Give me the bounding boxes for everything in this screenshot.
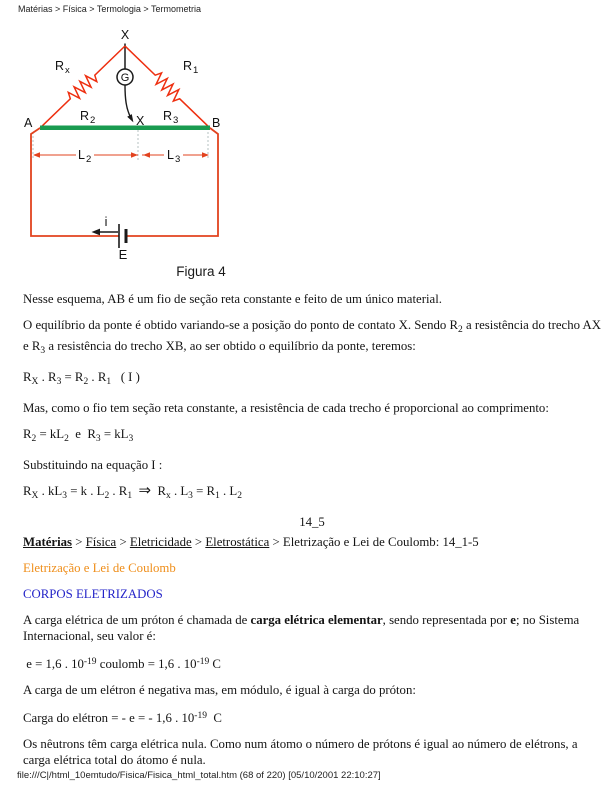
text-segment: 1 (127, 491, 133, 501)
text-segment: 3 (62, 491, 67, 501)
current-arrow (92, 229, 119, 236)
r1-label-sub: 1 (193, 65, 199, 76)
top-node-label: X (120, 28, 130, 42)
text-segment: 3 (128, 434, 134, 444)
r2-label: R (80, 109, 90, 123)
text-segment: CORPOS ELETRIZADOS (23, 587, 163, 601)
text-segment: R (23, 484, 32, 498)
print-header-breadcrumb: Matérias > Física > Termologia > Termometria (18, 4, 201, 14)
text-segment: 1 (106, 377, 112, 387)
text-segment: 2 (83, 377, 89, 387)
rx-label-sub: x (65, 65, 70, 76)
text-segment: ( I ) (111, 370, 140, 384)
text-segment: e (510, 613, 516, 627)
text-segment: = R (61, 370, 84, 384)
l3-label: L (167, 148, 174, 162)
text-segment: R (23, 427, 32, 441)
text-segment: coulomb = 1,6 . 10 (96, 657, 197, 671)
dimension-l2-arrow-left (33, 152, 40, 157)
equation-elementar (23, 654, 601, 672)
rx-label: R (55, 59, 65, 73)
text-segment: 1 (215, 491, 220, 501)
text-segment: = kL (100, 427, 129, 441)
battery-icon (119, 224, 126, 248)
dimension-l3 (142, 148, 209, 165)
text-segment: X (31, 377, 39, 387)
text-segment: 3 (56, 377, 62, 387)
text-segment: Substituindo na equação I : (23, 458, 163, 472)
text-segment: . L (170, 484, 189, 498)
node-a-label: A (24, 116, 33, 130)
text-segment: = R (192, 484, 216, 498)
r1-label: R (183, 59, 193, 73)
para-eletron (23, 682, 601, 698)
dimension-l2-arrow-right (131, 152, 138, 157)
battery-label: E (118, 247, 128, 262)
r3-label-sub: 3 (173, 115, 179, 126)
figure-caption: Figura 4 (176, 264, 226, 279)
text-segment: -19 (194, 711, 207, 721)
text-segment: . R (109, 484, 128, 498)
text-segment: Os nêutrons têm carga elétrica nula. Como num átomo o número de prótons é igual ao número de elétrons, a carga elétrica total do átomo é nula. (23, 737, 578, 767)
text-segment: > (191, 535, 206, 549)
para-fio (23, 291, 601, 307)
slide-wire-bar (40, 126, 210, 131)
text-segment: e = 1,6 . 10 (23, 657, 84, 671)
content-blocks (23, 291, 601, 768)
para-proporcional (23, 400, 601, 416)
text-segment: R (151, 484, 166, 498)
text-segment: > (116, 535, 130, 549)
link-eletrostatica[interactable]: Eletrostática (205, 535, 270, 549)
current-label: i (104, 215, 108, 229)
equation-result (23, 483, 601, 504)
text-segment: , sendo representada por (382, 613, 511, 627)
text-segment: C (206, 711, 222, 725)
text-segment: 14_5 (299, 515, 325, 529)
text-segment: . L (219, 484, 238, 498)
wheatstone-bridge-diagram (18, 26, 248, 266)
page-marker (23, 514, 601, 530)
para-neutrons (23, 736, 601, 768)
print-footer: file:///C|/html_10emtudo/Fisica/Fisica_html_total.htm (68 of 220) [05/10/2001 22:10:27] (17, 770, 381, 781)
text-segment: 2 (31, 434, 37, 444)
text-segment: 3 (95, 434, 101, 444)
node-b-label: B (212, 116, 221, 130)
text-segment: a resistência do trecho XB, ao ser obtido o equilíbrio da ponte, teremos: (45, 339, 416, 353)
r2-label-sub: 2 (90, 115, 96, 126)
text-segment: C (209, 657, 221, 671)
dimension-l2 (33, 148, 138, 165)
l2-label-sub: 2 (86, 154, 92, 165)
galvanometer-label: G (120, 72, 130, 84)
text-segment: X (31, 491, 39, 501)
text-segment: = k . L (67, 484, 105, 498)
text-segment: 3 (188, 491, 193, 501)
text-segment: > (72, 535, 86, 549)
text-segment: -19 (196, 657, 210, 667)
link-eletricidade[interactable]: Eletricidade (129, 535, 192, 549)
r3-label: R (163, 109, 173, 123)
link-fisica[interactable]: Física (85, 535, 117, 549)
text-segment: . R (88, 370, 107, 384)
text-segment: Mas, como o fio tem seção reta constante, a resistência de cada trecho é proporcional ao comprimento: (23, 401, 549, 415)
l2-label: L (78, 148, 85, 162)
subsection-title-corpos (23, 586, 601, 602)
equation-balance (23, 369, 601, 390)
section-title-eletrizacao (23, 560, 601, 576)
link-materias[interactable]: Matérias (23, 535, 73, 549)
text-segment: . R (38, 370, 57, 384)
para-equilibrio (23, 317, 601, 359)
text-segment: 2 (458, 325, 463, 335)
text-segment: -19 (83, 657, 97, 667)
current-arrowhead (92, 229, 101, 236)
para-substituindo (23, 457, 601, 473)
text-segment: . kL (38, 484, 63, 498)
para-carga-elementar (23, 612, 601, 644)
wheatstone-bridge-figure (18, 26, 601, 279)
text-segment: 2 (64, 434, 69, 444)
dimension-l3-arrow-left (143, 152, 150, 157)
text-segment: > Eletrização e Lei de Coulomb: 14_1-5 (269, 535, 479, 549)
text-segment: e R (68, 427, 96, 441)
text-segment: Carga do elétron = - e = - 1,6 . 10 (23, 711, 195, 725)
text-segment: a resistência do trecho AX e R (23, 318, 601, 353)
text-segment: 2 (104, 491, 110, 501)
text-segment: carga elétrica elementar (250, 613, 383, 627)
slider-lead (125, 85, 131, 118)
l3-label-sub: 3 (175, 154, 181, 165)
equation-k (23, 426, 601, 447)
breadcrumb-eletrostatica (23, 534, 601, 550)
contact-label: X (136, 114, 145, 128)
text-segment: R (23, 370, 32, 384)
text-segment: 2 (237, 491, 242, 501)
text-segment: x (166, 491, 171, 501)
text-segment: Eletrização e Lei de Coulomb (23, 561, 176, 575)
equation-eletron (23, 708, 601, 726)
text-segment: 3 (40, 346, 46, 356)
circuit-loop-wire-right (126, 128, 218, 236)
text-segment: Nesse esquema, AB é um fio de seção reta constante e feito de um único material. (23, 292, 442, 306)
slider-arrowhead (127, 114, 133, 122)
text-segment: ⇒ (138, 483, 152, 499)
text-segment: = kL (36, 427, 65, 441)
text-segment: ; no Sistema Internacional, seu valor é: (23, 613, 580, 643)
text-segment: O equilíbrio da ponte é obtido variando-se a posição do ponto de contato X. Sendo R (23, 318, 459, 332)
text-segment: A carga de um elétron é negativa mas, em módulo, é igual à carga do próton: (23, 683, 416, 697)
text-segment: A carga elétrica de um próton é chamada de (23, 613, 251, 627)
